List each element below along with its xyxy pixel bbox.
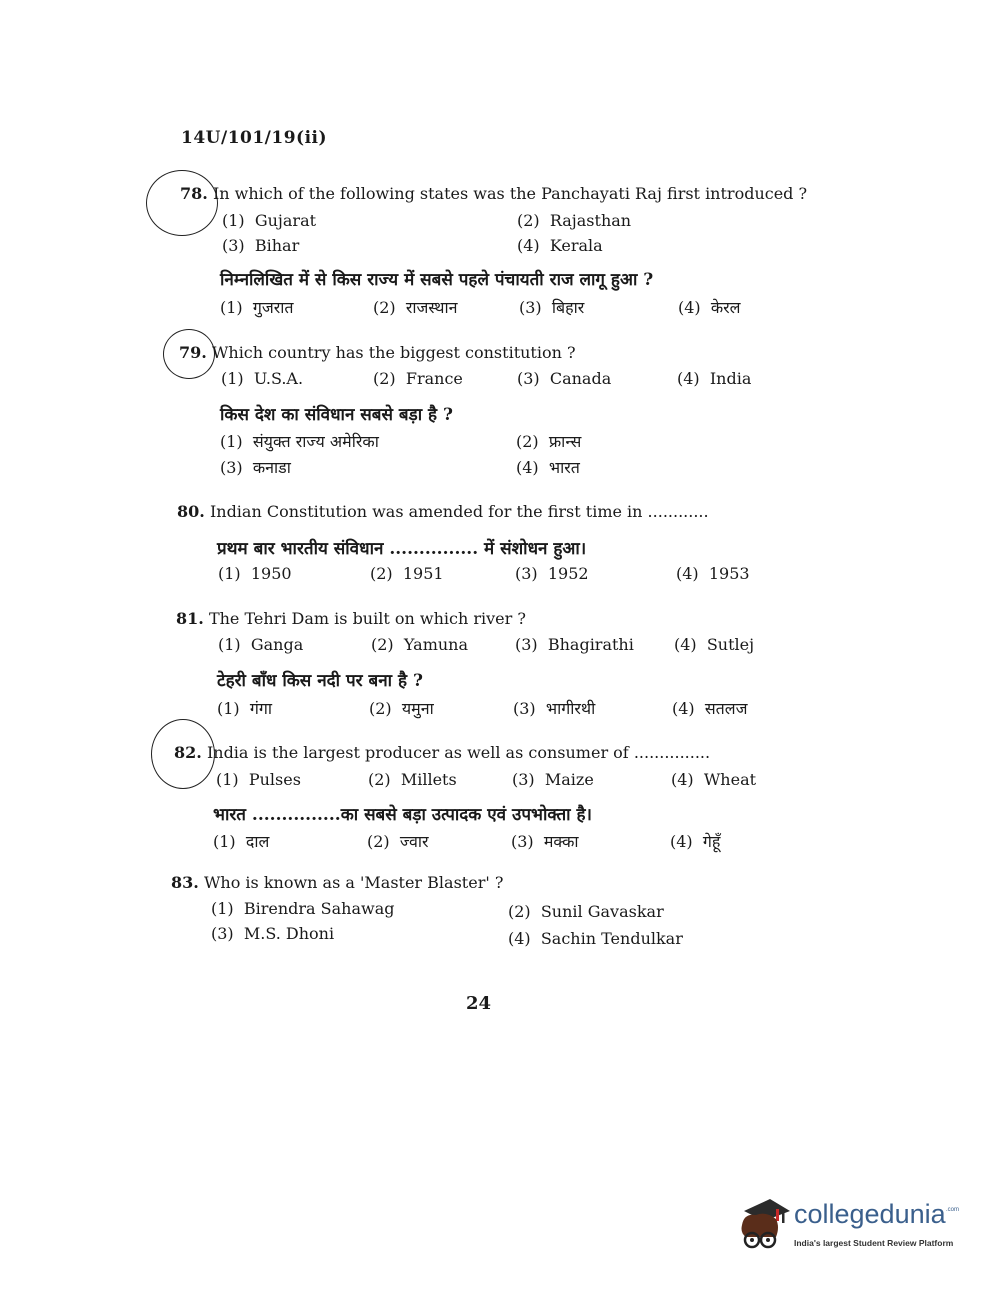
option-hindi: (4) भारत: [516, 458, 580, 477]
option-hindi: (4) केरल: [678, 298, 741, 317]
question-hindi: प्रथम बार भारतीय संविधान ............... में संशोधन हुआ।: [217, 539, 587, 559]
option: (3) Canada: [517, 369, 612, 388]
question-81: [176, 609, 526, 628]
option: (3) Bhagirathi: [515, 635, 634, 654]
logo-wordmark: collegedunia: [794, 1199, 946, 1229]
option: (4) Sachin Tendulkar: [508, 929, 683, 948]
option: (2) Millets: [368, 770, 457, 789]
option: (3) Bihar: [222, 236, 300, 255]
option-hindi: (2) ज्वार: [367, 832, 429, 851]
option: (2) Yamuna: [371, 635, 469, 654]
question-text: Indian Constitution was amended for the first time in ............: [209, 502, 709, 521]
option: (2) Rajasthan: [517, 211, 632, 230]
option-hindi: (2) फ्रान्स: [516, 432, 582, 451]
question-number: 82.: [174, 743, 202, 762]
question-number: 83.: [171, 873, 199, 892]
option-hindi: (4) सतलज: [672, 699, 748, 718]
option: (1) Ganga: [218, 635, 304, 654]
question-83: [171, 873, 503, 892]
option-hindi: (3) भागीरथी: [513, 699, 596, 718]
option: (1) 1950: [218, 564, 292, 583]
option: (3) Maize: [512, 770, 594, 789]
option: (3) M.S. Dhoni: [211, 924, 335, 943]
option: (4) Kerala: [517, 236, 603, 255]
option: (3) 1952: [515, 564, 589, 583]
option: (1) Birendra Sahawag: [211, 899, 395, 918]
question-text: India is the largest producer as well as consumer of ...............: [206, 743, 711, 762]
mascot-icon: [736, 1197, 792, 1257]
question-number: 79.: [179, 343, 207, 362]
handwritten-circle-mark: [146, 170, 218, 236]
option-hindi: (2) राजस्थान: [373, 298, 458, 317]
option-hindi: (1) संयुक्त राज्य अमेरिका: [220, 432, 379, 451]
option-hindi: (2) यमुना: [369, 699, 434, 718]
option: (2) 1951: [370, 564, 444, 583]
option: (1) U.S.A.: [221, 369, 304, 388]
question-82: [174, 743, 710, 762]
option: (1) Pulses: [216, 770, 301, 789]
page-number: 24: [466, 993, 492, 1014]
option-hindi: (1) गुजरात: [220, 298, 294, 317]
question-hindi: भारत ...............का सबसे बड़ा उत्पादक एवं उपभोक्ता है।: [213, 805, 592, 825]
question-hindi: टेहरी बाँध किस नदी पर बना है ?: [217, 671, 423, 691]
option: (1) Gujarat: [222, 211, 317, 230]
option: (2) Sunil Gavaskar: [508, 902, 664, 921]
question-number: 81.: [176, 609, 204, 628]
question-text: Which country has the biggest constitution ?: [211, 343, 576, 362]
question-hindi: निम्नलिखित में से किस राज्य में सबसे पहले पंचायती राज लागू हुआ ?: [220, 270, 654, 290]
option: (4) 1953: [676, 564, 750, 583]
option: (4) Sutlej: [674, 635, 755, 654]
question-78: [180, 184, 807, 203]
collegedunia-logo: [736, 1197, 966, 1257]
logo-tagline: India's largest Student Review Platform: [794, 1238, 954, 1248]
option-hindi: (1) गंगा: [217, 699, 273, 718]
option-hindi: (3) मक्का: [511, 832, 579, 851]
question-number: 78.: [180, 184, 208, 203]
question-79: [179, 343, 576, 362]
question-80: [177, 502, 709, 521]
question-text: In which of the following states was the Panchayati Raj first introduced ?: [212, 184, 808, 203]
option-hindi: (3) कनाडा: [220, 458, 291, 477]
question-text: Who is known as a 'Master Blaster' ?: [203, 873, 504, 892]
question-hindi: किस देश का संविधान सबसे बड़ा है ?: [220, 405, 453, 425]
logo-domain: .com: [946, 1207, 960, 1213]
option: (4) India: [677, 369, 752, 388]
question-text: The Tehri Dam is built on which river ?: [208, 609, 526, 628]
option-hindi: (3) बिहार: [519, 298, 585, 317]
option: (2) France: [373, 369, 463, 388]
option-hindi: (4) गेहूँ: [670, 832, 721, 851]
option: (4) Wheat: [671, 770, 757, 789]
paper-code: 14U/101/19(ii): [181, 128, 328, 148]
option-hindi: (1) दाल: [213, 832, 270, 851]
question-number: 80.: [177, 502, 205, 521]
